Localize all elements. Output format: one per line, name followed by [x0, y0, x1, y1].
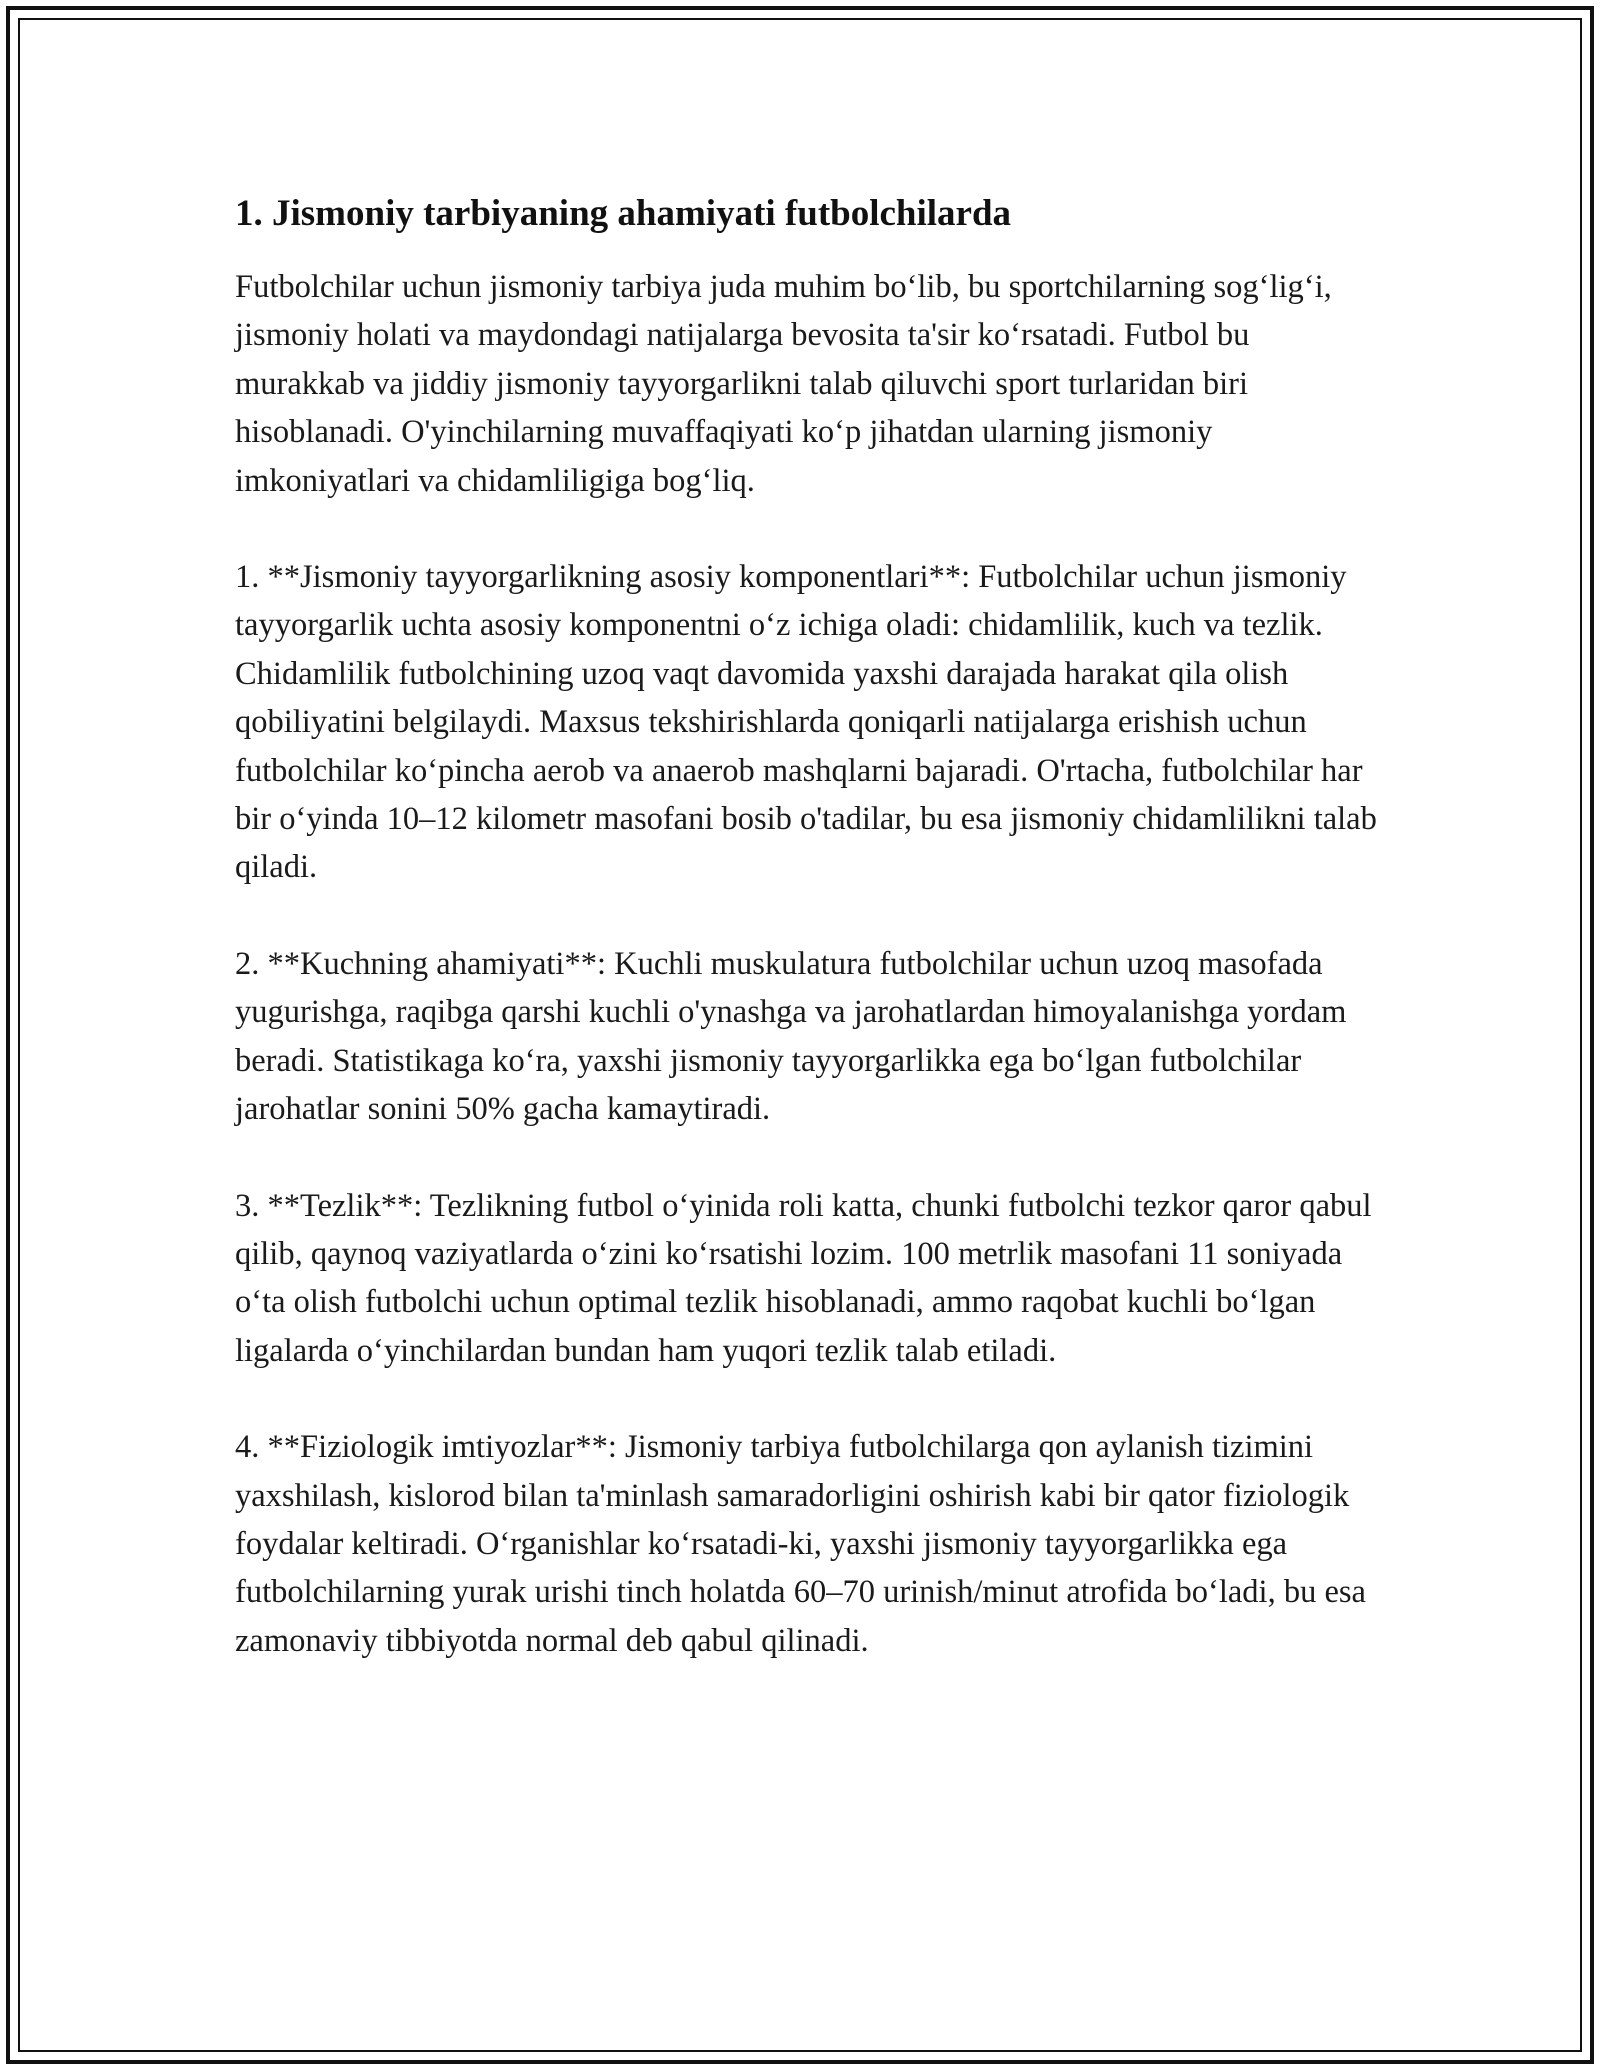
paragraph-physiological-benefits: 4. **Fiziologik imtiyozlar**: Jismoniy tarbiya futbolchilarga qon aylanish tizimini yaxshilash, kislorod bilan ta'minlash samaradorligini oshirish kabi bir qator fiziologik foydalar keltiradi. O‘rganishlar ko‘rsatadi-ki, yaxshi jismoniy tayyorgarlikka ega futbolchilarning yurak urishi tinch holatda 60–70 urinish/minut atrofida bo‘ladi, bu esa zamonaviy tibbiyotda normal deb qabul qilinadi. [235, 1429, 1366, 1659]
paragraph-physical-preparation: 1. **Jismoniy tayyorgarlikning asosiy komponentlari**: Futbolchilar uchun jismoniy tayyorgarlik uchta asosiy komponentni o‘z ichiga oladi: chidamlilik, kuch va tezlik. Chidamlilik futbolchining uzoq vaqt davomida yaxshi darajada harakat qila olish qobiliyatini belgilaydi. Maxsus tekshirishlarda qoniqarli natijalarga erishish uchun futbolchilar ko‘pincha aerob va anaerob mashqlarni bajaradi. O'rtacha, futbolchilar har bir o‘yinda 10–12 kilometr masofani bosib o'tadilar, bu esa jismoniy chidamlilikni talab qiladi. [235, 559, 1377, 886]
paragraph-speed: 3. **Tezlik**: Tezlikning futbol o‘yinida roli katta, chunki futbolchi tezkor qaror qabul qilib, qaynoq vaziyatlarda o‘zini ko‘rsatishi lozim. 100 metrlik masofani 11 soniyada o‘ta olish futbolchi uchun optimal tezlik hisoblanadi, ammo raqobat kuchli bo‘lgan ligalarda o‘yinchilardan bundan ham yuqori tezlik talab etiladi. [235, 1187, 1372, 1369]
intro-paragraph: Futbolchilar uchun jismoniy tarbiya juda muhim bo‘lib, bu sportchilarning sog‘lig‘i, jismoniy holati va maydondagi natijalarga bevosita ta'sir ko‘rsatadi. Futbol bu murakkab va jiddiy jismoniy tayyorgarlikni talab qiluvchi sport turlaridan biri hisoblanadi. O'yinchilarning muvaffaqiyati ko‘p jihatdan ularning jismoniy imkoniyatlari va chidamliligiga bog‘liq. [235, 269, 1332, 499]
document-title: 1. Jismoniy tarbiyaning ahamiyati futbolchilarda [235, 193, 1012, 234]
document-body [235, 187, 1385, 1713]
paragraph-strength: 2. **Kuchning ahamiyati**: Kuchli muskulatura futbolchilar uchun uzoq masofada yugurishga, raqibga qarshi kuchli o'ynashga va jarohatlardan himoyalanishga yordam beradi. Statistikaga ko‘ra, yaxshi jismoniy tayyorgarlikka ega bo‘lgan futbolchilar jarohatlar sonini 50% gacha kamaytiradi. [235, 945, 1347, 1128]
